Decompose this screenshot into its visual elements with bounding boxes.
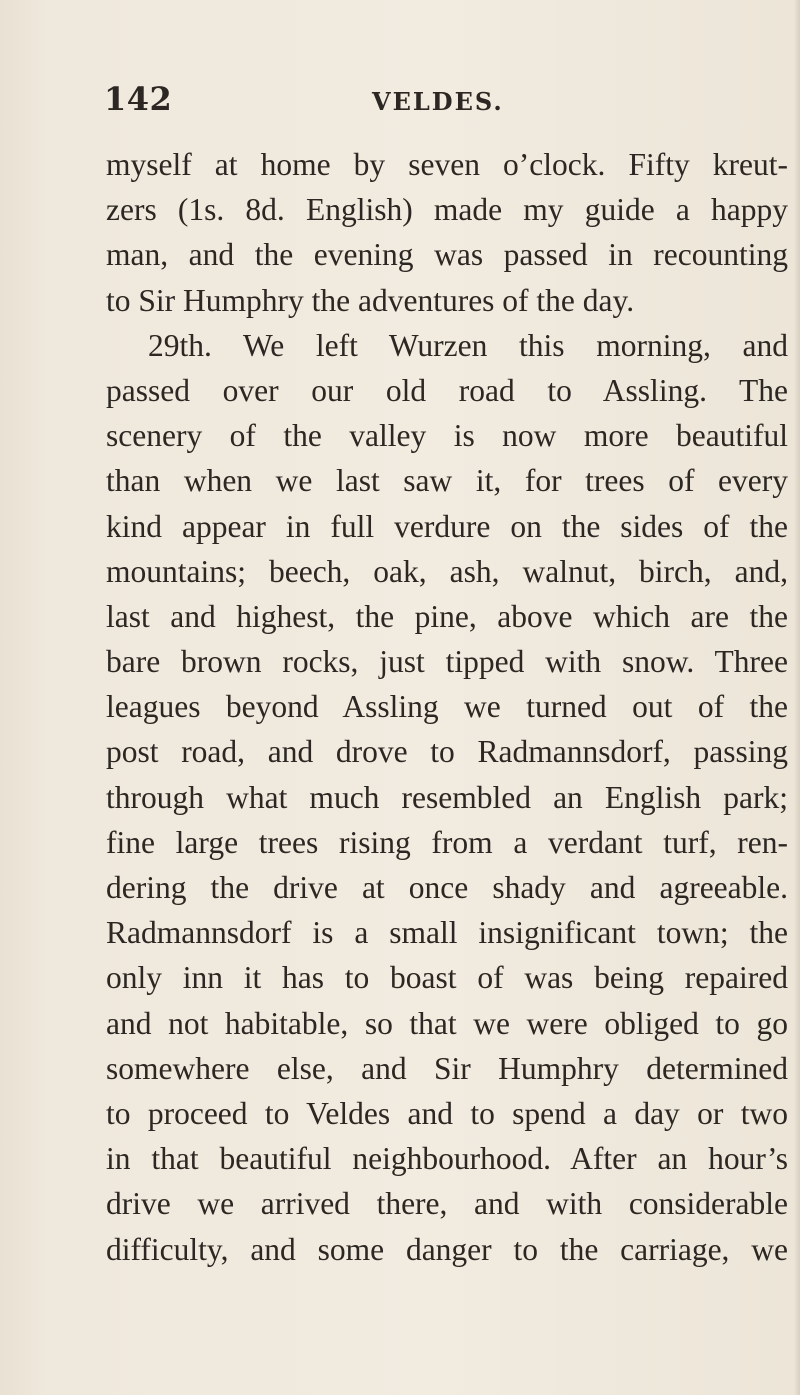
text-line: scenery of the valley is now more beautiful: [106, 418, 788, 454]
text-line: man, and the evening was passed in recounting: [106, 237, 788, 273]
text-line: Radmannsdorf is a small insignificant town; the: [106, 915, 788, 951]
body-text: [106, 142, 788, 1272]
text-line: in that beautiful neighbourhood. After an hour’s: [106, 1141, 788, 1177]
text-line: to Sir Humphry the adventures of the day.: [106, 282, 635, 318]
text-line: difficulty, and some danger to the carriage, we: [106, 1231, 788, 1267]
text-line: and not habitable, so that we were obliged to go: [106, 1005, 788, 1041]
page-edge-shadow: [794, 0, 800, 1395]
text-line: dering the drive at once shady and agreeable.: [106, 870, 788, 905]
text-line: bare brown rocks, just tipped with snow. Three: [106, 644, 788, 680]
text-line: through what much resembled an English park;: [106, 779, 788, 815]
text-line: fine large trees rising from a verdant turf, ren-: [106, 824, 788, 860]
text-line: leagues beyond Assling we turned out of the: [106, 689, 788, 725]
running-head: [104, 80, 664, 120]
text-line: myself at home by seven o’clock. Fifty kreut-: [106, 147, 788, 182]
text-line: to proceed to Veldes and to spend a day or two: [106, 1095, 788, 1131]
text-line: post road, and drove to Radmannsdorf, passing: [106, 734, 788, 770]
text-line: than when we last saw it, for trees of every: [106, 463, 788, 499]
text-line: somewhere else, and Sir Humphry determined: [106, 1050, 788, 1086]
text-line: mountains; beech, oak, ash, walnut, birch, and,: [106, 553, 788, 589]
text-line: zers (1s. 8d. English) made my guide a happy: [106, 192, 788, 228]
text-line: drive we arrived there, and with considerable: [106, 1186, 788, 1222]
text-line: passed over our old road to Assling. The: [106, 372, 788, 408]
page-number: 142: [104, 80, 173, 118]
text-line: kind appear in full verdure on the sides of the: [106, 508, 788, 544]
text-line: 29th. We left Wurzen this morning, and: [148, 327, 788, 363]
text-line: only inn it has to boast of was being repaired: [106, 960, 788, 996]
running-title: VELDES.: [372, 87, 504, 116]
text-line: last and highest, the pine, above which are the: [106, 598, 788, 634]
